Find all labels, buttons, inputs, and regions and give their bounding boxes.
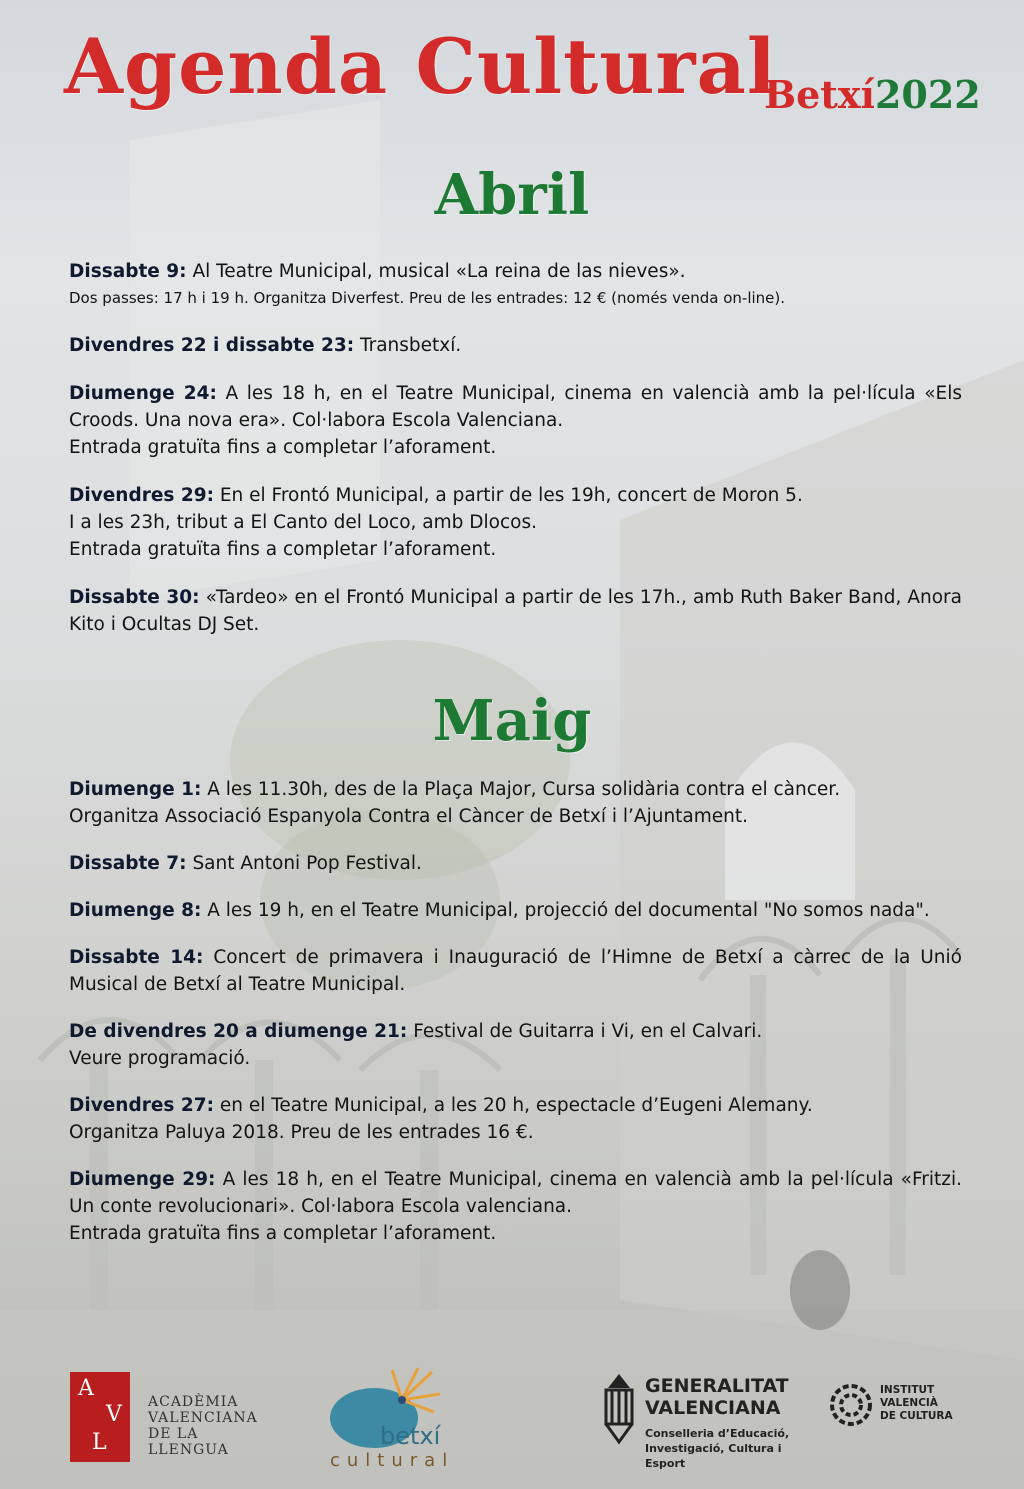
event-item bbox=[69, 944, 962, 998]
avl-name-line: LLENGUA bbox=[148, 1442, 229, 1458]
event-text: «Tardeo» en el Frontó Municipal a partir de les 17h., amb Ruth Baker Band, Anora Kito i Ocultas DJ Set. bbox=[69, 587, 962, 635]
event-text: A les 11.30h, des de la Plaça Major, Cursa solidària contra el càncer. bbox=[201, 779, 841, 800]
event-day: Diumenge 29: bbox=[69, 1169, 216, 1190]
year: 2022 bbox=[874, 72, 981, 117]
ivc-name-line: INSTITUT bbox=[880, 1384, 935, 1396]
betxi-cultural-logo bbox=[322, 1360, 472, 1485]
conselleria-name bbox=[645, 1426, 810, 1471]
ivc-logo bbox=[828, 1382, 968, 1442]
event-day: Dissabte 14: bbox=[69, 947, 204, 968]
event-extra: Organitza Associació Espanyola Contra el Càncer de Betxí i l’Ajuntament. bbox=[69, 806, 749, 827]
maig-event-list bbox=[69, 776, 962, 1247]
event-text: Festival de Guitarra i Vi, en el Calvari. bbox=[407, 1021, 763, 1042]
abril-event-list bbox=[69, 258, 962, 638]
event-text: A les 18 h, en el Teatre Municipal, cinema en valencià amb la pel·lícula «Fritzi. Un conte revolucionari». Col·labora Escola valenciana. bbox=[69, 1169, 962, 1217]
ivc-name bbox=[880, 1384, 953, 1423]
event-day: Dissabte 30: bbox=[69, 587, 200, 608]
event-text: A les 19 h, en el Teatre Municipal, projecció del documental "No somos nada". bbox=[201, 900, 930, 921]
month-heading-maig: Maig bbox=[432, 688, 592, 754]
event-text: Transbetxí. bbox=[354, 335, 462, 356]
generalitat-logo bbox=[600, 1370, 810, 1470]
event-line2: I a les 23h, tribut a El Canto del Loco, amb Dlocos. bbox=[69, 512, 537, 533]
event-day: Diumenge 8: bbox=[69, 900, 202, 921]
event-item bbox=[69, 850, 962, 877]
event-text: en el Teatre Municipal, a les 20 h, espectacle d’Eugeni Alemany. bbox=[213, 1095, 813, 1116]
ivc-name-line: DE CULTURA bbox=[880, 1410, 953, 1422]
generalitat-name bbox=[645, 1375, 789, 1419]
poster-subtitle bbox=[764, 72, 981, 117]
event-text: Concert de primavera i Inauguració de l’Himne de Betxí a càrrec de la Unió Musical de Betxí al Teatre Municipal. bbox=[69, 947, 962, 995]
generalitat-shield-icon bbox=[600, 1370, 640, 1450]
avl-letter: V bbox=[106, 1402, 122, 1427]
betxi-sub: cultural bbox=[330, 1450, 455, 1471]
avl-letter: L bbox=[92, 1430, 107, 1455]
avl-name-line: ACADÈMIA bbox=[148, 1394, 239, 1410]
event-item bbox=[69, 897, 962, 924]
event-extra: Entrada gratuïta fins a completar l’aforament. bbox=[69, 1223, 497, 1244]
poster-title: Agenda Cultural bbox=[64, 22, 777, 111]
event-item bbox=[69, 380, 962, 461]
event-day: Diumenge 24: bbox=[69, 383, 217, 404]
event-text: A les 18 h, en el Teatre Municipal, cinema en valencià amb la pel·lícula «Els Croods. Una nova era». Col·labora Escola Valenciana. bbox=[69, 383, 962, 431]
avl-name bbox=[148, 1394, 258, 1458]
ivc-name-line: VALENCIÀ bbox=[880, 1397, 938, 1409]
event-item bbox=[69, 1166, 962, 1247]
event-item bbox=[69, 776, 962, 830]
betxi-name: betxí bbox=[380, 1422, 441, 1450]
event-item bbox=[69, 1092, 962, 1146]
event-item bbox=[69, 332, 962, 359]
generalitat-name-line: GENERALITAT bbox=[645, 1375, 789, 1397]
event-note: Dos passes: 17 h i 19 h. Organitza Diverfest. Preu de les entrades: 12 € (només venda on-line). bbox=[69, 289, 786, 307]
event-text: Sant Antoni Pop Festival. bbox=[186, 853, 422, 874]
event-item bbox=[69, 258, 962, 311]
sponsor-logos bbox=[0, 1360, 1024, 1489]
event-extra: Organitza Paluya 2018. Preu de les entrades 16 €. bbox=[69, 1122, 534, 1143]
event-extra: Entrada gratuïta fins a completar l’aforament. bbox=[69, 539, 497, 560]
event-day: Dissabte 7: bbox=[69, 853, 187, 874]
event-day: Dissabte 9: bbox=[69, 261, 187, 282]
event-item bbox=[69, 482, 962, 563]
avl-emblem bbox=[70, 1372, 130, 1462]
event-item bbox=[69, 584, 962, 638]
event-day: De divendres 20 a diumenge 21: bbox=[69, 1021, 408, 1042]
event-day: Divendres 27: bbox=[69, 1095, 214, 1116]
town-name: Betxí bbox=[764, 72, 875, 117]
event-extra: Entrada gratuïta fins a completar l’aforament. bbox=[69, 437, 497, 458]
conselleria-line: Conselleria d’Educació, bbox=[645, 1427, 790, 1440]
event-extra: Veure programació. bbox=[69, 1048, 251, 1069]
avl-letter: A bbox=[78, 1376, 94, 1401]
conselleria-line: Investigació, Cultura i Esport bbox=[645, 1442, 782, 1470]
event-item bbox=[69, 1018, 962, 1072]
avl-logo bbox=[70, 1372, 300, 1462]
avl-name-line: VALENCIANA bbox=[148, 1410, 258, 1426]
poster-header bbox=[64, 22, 981, 122]
event-day: Divendres 29: bbox=[69, 485, 214, 506]
avl-name-line: DE LA bbox=[148, 1426, 199, 1442]
event-day: Diumenge 1: bbox=[69, 779, 202, 800]
event-text: En el Frontó Municipal, a partir de les 19h, concert de Moron 5. bbox=[213, 485, 803, 506]
event-text: Al Teatre Municipal, musical «La reina de las nieves». bbox=[186, 261, 686, 282]
ivc-circle-icon bbox=[828, 1382, 874, 1428]
generalitat-name-line: VALENCIANA bbox=[645, 1397, 781, 1419]
event-day: Divendres 22 i dissabte 23: bbox=[69, 335, 355, 356]
month-heading-abril: Abril bbox=[434, 162, 590, 228]
